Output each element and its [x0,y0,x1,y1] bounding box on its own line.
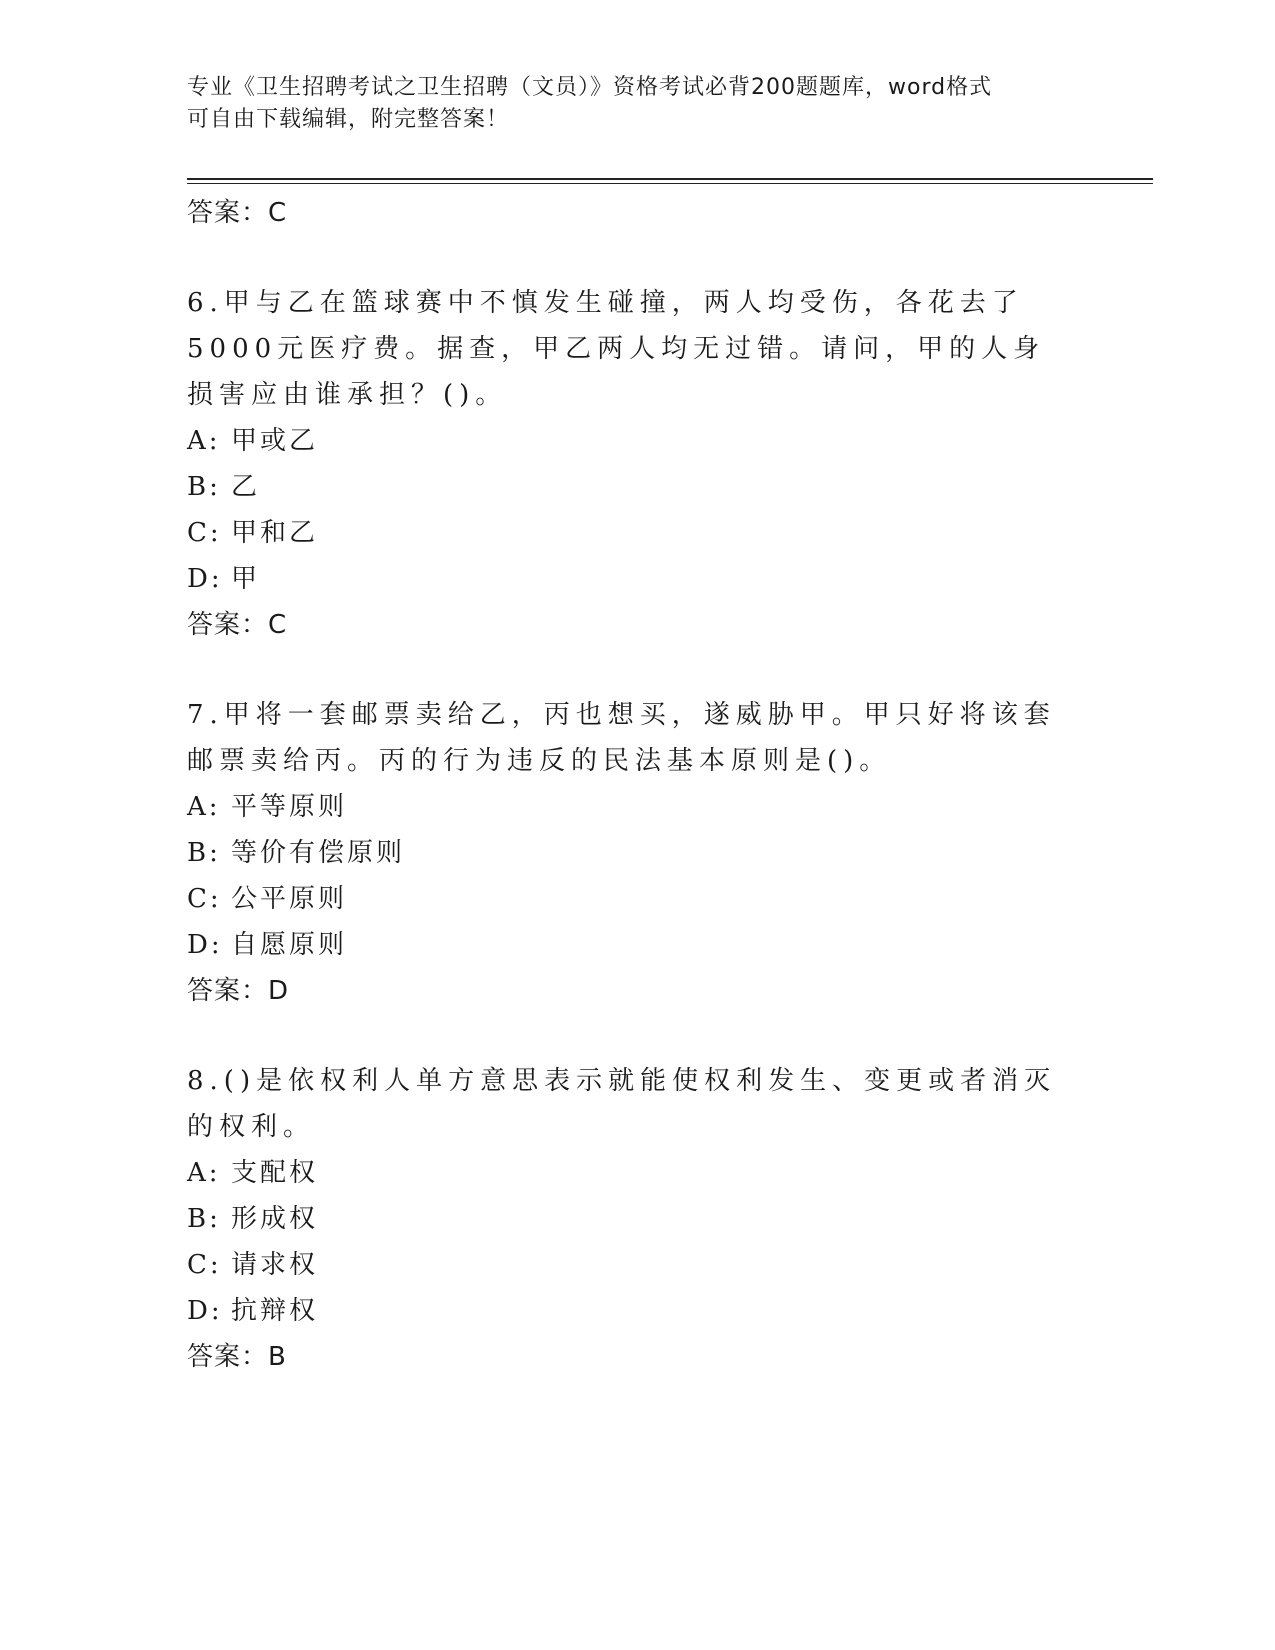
option-a [187,784,1077,830]
answer-line: 答案：B [187,1342,287,1372]
header-rule-thick [187,178,1153,180]
question-item [187,1058,1077,1380]
header-line-1: 专业《卫生招聘考试之卫生招聘（文员）》资格考试必背200题题库，word格式 [187,75,993,100]
option-c [187,876,1077,922]
option-text: 平等原则 [231,792,348,822]
option-letter: A: [187,1158,221,1188]
option-letter: B: [187,1204,221,1234]
answer-line: 答案：C [187,198,288,228]
option-text: 等价有偿原则 [231,838,406,868]
option-text: 甲 [231,564,261,594]
option-letter: C: [187,884,222,914]
question-text: 7.甲将一套邮票卖给乙，丙也想买，遂威胁甲。甲只好将该套邮票卖给丙。丙的行为违反的民法基本原则是()。 [187,700,1056,776]
header-rule-thin [187,183,1153,184]
option-letter: B: [187,838,221,868]
option-text: 乙 [231,472,261,502]
question-text: 6.甲与乙在篮球赛中不慎发生碰撞，两人均受伤，各花去了5000元医疗费。据查，甲乙两人均无过错。请问，甲的人身损害应由谁承担？()。 [187,288,1046,410]
option-a [187,1150,1077,1196]
option-b [187,830,1077,876]
option-text: 甲或乙 [231,426,319,456]
option-letter: C: [187,1250,222,1280]
option-text: 自愿原则 [231,930,348,960]
option-text: 抗辩权 [231,1296,319,1326]
question-item [187,280,1077,648]
question-item [187,692,1077,1014]
option-d [187,1288,1077,1334]
option-letter: D: [187,1296,223,1326]
answer-line: 答案：D [187,976,290,1006]
document-header [187,72,1087,136]
answer-line: 答案：C [187,610,288,640]
option-c [187,510,1077,556]
header-line-2: 可自由下载编辑，附完整答案！ [187,107,510,132]
option-d [187,922,1077,968]
option-text: 公平原则 [231,884,348,914]
question-text: 8.()是依权利人单方意思表示就能使权利发生、变更或者消灭的权利。 [187,1066,1057,1142]
option-letter: A: [187,792,221,822]
option-letter: D: [187,564,223,594]
option-d [187,556,1077,602]
option-letter: B: [187,472,221,502]
option-text: 支配权 [231,1158,319,1188]
option-b [187,1196,1077,1242]
option-text: 甲和乙 [231,518,319,548]
option-b [187,464,1077,510]
option-letter: D: [187,930,223,960]
option-a [187,418,1077,464]
option-text: 形成权 [231,1204,319,1234]
option-c [187,1242,1077,1288]
option-text: 请求权 [231,1250,319,1280]
option-letter: C: [187,518,222,548]
question-list [187,190,1077,1424]
option-letter: A: [187,426,221,456]
